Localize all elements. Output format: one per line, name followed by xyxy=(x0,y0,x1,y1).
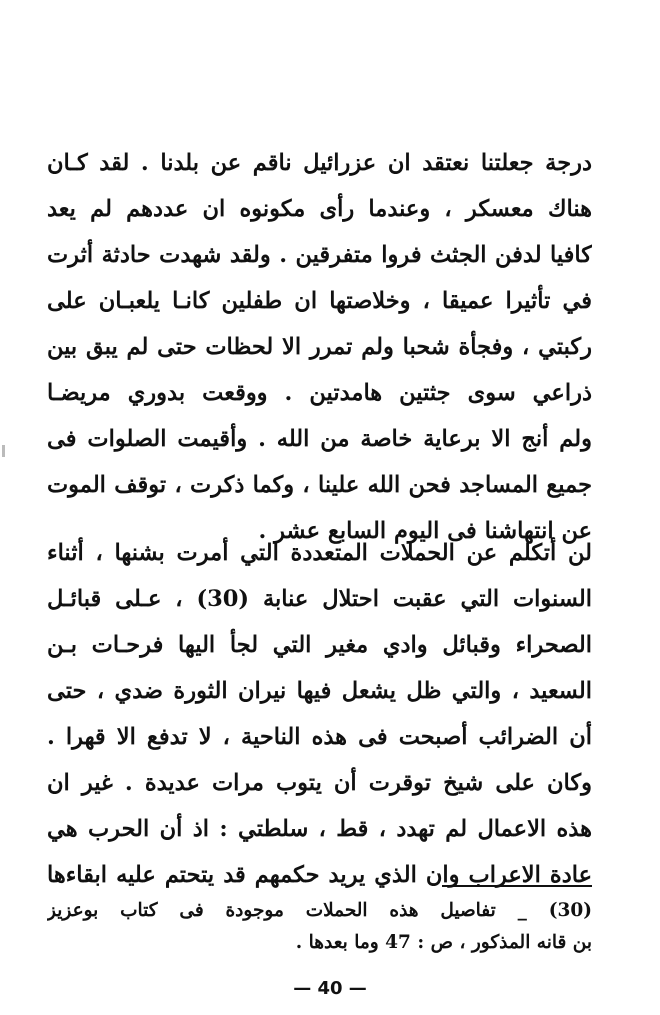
footnote xyxy=(47,895,592,959)
scan-edge-mark xyxy=(2,445,5,457)
text-line: في تأثيرا عميقا ، وخلاصتها ان طفلين كانـا يلعبـان على xyxy=(47,288,592,314)
text-line: السنوات التي عقبت احتلال عنابة (30) ، عـلى قبائـل xyxy=(47,586,592,612)
text-line: ذراعي سوى جثتين هامدتين . ووقعت بدوري مريضـا xyxy=(47,380,592,406)
text-line: لن أتكلم عن الحملات المتعددة التي أمرت بشنها ، أثناء xyxy=(47,540,592,566)
text-line: جميع المساجد فحن الله علينا ، وكما ذكرت ، توقف الموت xyxy=(47,472,592,498)
text-line: هناك معسكر ، وعندما رأى مكونوه ان عددهم لم يعد xyxy=(47,196,592,222)
text-line: ولم أنج الا برعاية خاصة من الله . وأقيمت الصلوات فى xyxy=(47,426,592,452)
text-line: الصحراء وقبائل وادي مغير التي لجأ اليها فرحـات بـن xyxy=(47,632,592,658)
paragraph-1 xyxy=(47,140,592,554)
text-line: أن الضرائب أصبحت فى هذه الناحية ، لا تدفع الا قهرا . xyxy=(47,724,592,750)
text-line: ركبتي ، وفجأة شحبا ولم تمرر الا لحظات حتى لم يبق بين xyxy=(47,334,592,360)
text-line: هذه الاعمال لم تهدد ، قط ، سلطتي : اذ أن الحرب هي xyxy=(47,816,592,842)
footnote-divider xyxy=(442,885,592,887)
text-line: عادة الاعراب وان الذي يريد حكمهم قد يتحتم عليه ابقاءها xyxy=(47,862,592,888)
footnote-line: (30) _ تفاصيل هذه الحملات موجودة فى كتاب بوعزيز xyxy=(47,900,592,921)
text-line: كافيا لدفن الجثث فروا متفرقين . ولقد شهدت حادثة أثرت xyxy=(47,242,592,268)
text-line: عن انتهاشنا فى اليوم السابع عشر . xyxy=(258,518,592,544)
text-line: درجة جعلتنا نعتقد ان عزرائيل ناقم عن بلدنا . لقد كـان xyxy=(47,150,592,176)
text-line: وكان على شيخ توقرت أن يتوب مرات عديدة . غير ان xyxy=(47,770,592,796)
text-line: السعيد ، والتي ظل يشعل فيها نيران الثورة ضدي ، حتى xyxy=(47,678,592,704)
footnote-line: بن قانه المذكور ، ص : 47 وما بعدها . xyxy=(295,932,592,953)
page-number: — 40 — xyxy=(293,978,367,999)
paragraph-2 xyxy=(47,530,592,898)
